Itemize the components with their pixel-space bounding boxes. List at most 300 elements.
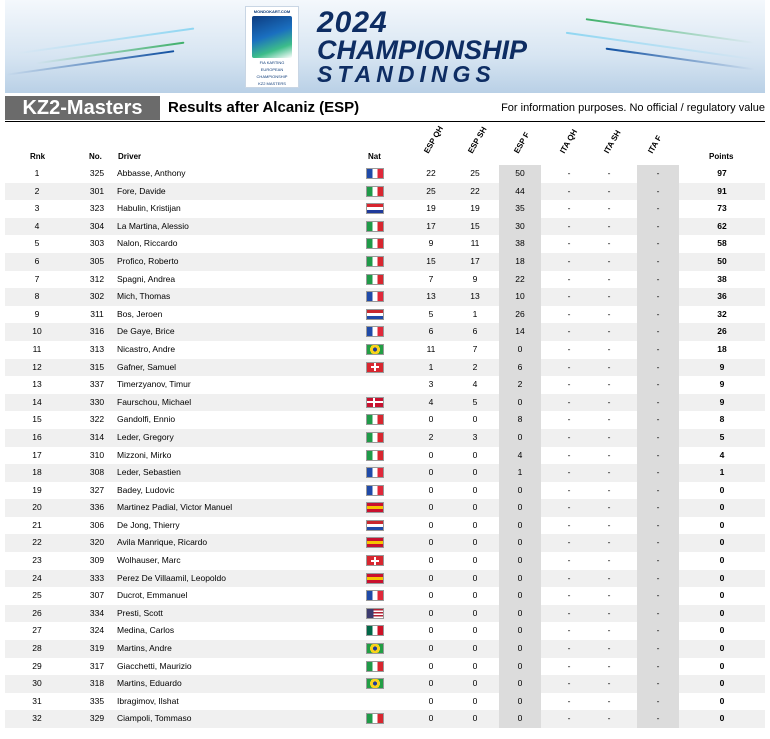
- header-esp-f: ESP F: [512, 130, 532, 155]
- esp-sh-cell: 0: [472, 414, 478, 425]
- ita-sh-cell: -: [607, 220, 611, 231]
- table-row: [5, 253, 765, 271]
- table-row: [5, 622, 765, 640]
- number-cell: 305: [89, 255, 105, 266]
- driver-cell: Profico, Roberto: [117, 255, 179, 266]
- ita-sh-cell: -: [607, 379, 611, 390]
- logo-brand: MONDOKART.COM: [253, 9, 291, 14]
- ita-qh-cell: -: [567, 414, 571, 425]
- header-rank: Rnk: [30, 152, 46, 161]
- ita-f-cell: -: [637, 429, 679, 447]
- ita-f-cell: -: [637, 640, 679, 658]
- ita-qh-cell: -: [567, 713, 571, 724]
- table-row: [5, 288, 765, 306]
- esp-sh-cell: 0: [472, 484, 478, 495]
- nationality-flag-icon: [366, 713, 386, 724]
- points-cell: 0: [719, 607, 725, 618]
- ita-f-cell: -: [637, 570, 679, 588]
- ita-sh-cell: -: [607, 168, 611, 178]
- esp-sh-cell: 15: [470, 220, 480, 231]
- esp-f-cell: 0: [499, 710, 541, 728]
- nationality-flag-icon: [366, 274, 386, 285]
- nationality-flag-icon: [366, 221, 386, 232]
- ita-sh-cell: -: [607, 431, 611, 442]
- ita-qh-cell: -: [567, 484, 571, 495]
- rank-cell: 20: [32, 502, 42, 513]
- esp-qh-cell: 0: [428, 467, 434, 478]
- ita-qh-cell: -: [567, 361, 571, 372]
- number-cell: 303: [89, 238, 105, 249]
- driver-cell: Perez De Villaamil, Leopoldo: [117, 572, 226, 583]
- rank-cell: 21: [32, 519, 42, 530]
- driver-cell: Bos, Jeroen: [117, 308, 163, 319]
- nationality-flag-icon: [366, 432, 386, 443]
- ita-sh-cell: -: [607, 203, 611, 214]
- nationality-flag-icon: [366, 467, 386, 478]
- table-row: [5, 658, 765, 676]
- ita-sh-cell: -: [607, 555, 611, 566]
- table-row: [5, 200, 765, 218]
- ita-f-cell: -: [637, 271, 679, 289]
- nationality-flag-icon: [366, 326, 386, 337]
- table-row: [5, 394, 765, 412]
- esp-qh-cell: 0: [428, 590, 434, 601]
- ita-qh-cell: -: [567, 590, 571, 601]
- points-cell: 32: [717, 308, 727, 319]
- ita-qh-cell: -: [567, 291, 571, 302]
- rank-cell: 27: [32, 625, 42, 636]
- ita-qh-cell: -: [567, 343, 571, 354]
- ita-sh-cell: -: [607, 343, 611, 354]
- table-row: [5, 710, 765, 728]
- ita-f-cell: -: [637, 411, 679, 429]
- category-label: KZ2-Masters: [5, 96, 160, 120]
- ita-f-cell: -: [637, 447, 679, 465]
- banner-year: 2024: [317, 6, 388, 39]
- esp-f-cell: 0: [499, 394, 541, 412]
- driver-cell: Spagni, Andrea: [117, 273, 176, 284]
- number-cell: 336: [89, 502, 105, 513]
- rank-cell: 23: [32, 555, 42, 566]
- points-cell: 0: [719, 643, 725, 654]
- table-row: [5, 218, 765, 236]
- driver-cell: Mizzoni, Mirko: [117, 449, 172, 460]
- ita-qh-cell: -: [567, 185, 571, 196]
- esp-qh-cell: 0: [428, 519, 434, 530]
- ita-qh-cell: -: [567, 238, 571, 249]
- number-cell: 313: [89, 343, 105, 354]
- table-row: [5, 235, 765, 253]
- nationality-flag-icon: [366, 186, 386, 197]
- number-cell: 329: [89, 713, 105, 724]
- esp-qh-cell: 0: [428, 678, 434, 689]
- table-row: [5, 183, 765, 201]
- ita-qh-cell: -: [567, 203, 571, 214]
- esp-f-cell: 26: [499, 306, 541, 324]
- number-cell: 314: [89, 431, 105, 442]
- esp-f-cell: 0: [499, 429, 541, 447]
- esp-qh-cell: 0: [428, 625, 434, 636]
- rank-cell: 28: [32, 643, 42, 654]
- number-cell: 317: [89, 660, 105, 671]
- table-row: [5, 464, 765, 482]
- ita-f-cell: -: [637, 359, 679, 377]
- esp-qh-cell: 0: [428, 572, 434, 583]
- rank-cell: 12: [32, 361, 42, 372]
- ita-sh-cell: -: [607, 449, 611, 460]
- table-row: [5, 570, 765, 588]
- esp-sh-cell: 0: [472, 695, 478, 706]
- ita-f-cell: -: [637, 235, 679, 253]
- ita-qh-cell: -: [567, 625, 571, 636]
- ita-qh-cell: -: [567, 396, 571, 407]
- number-cell: 316: [89, 326, 105, 337]
- ita-qh-cell: -: [567, 431, 571, 442]
- ita-f-cell: -: [637, 306, 679, 324]
- number-cell: 315: [89, 361, 105, 372]
- points-cell: 50: [717, 255, 727, 266]
- rank-cell: 17: [32, 449, 42, 460]
- esp-f-cell: 4: [499, 447, 541, 465]
- ita-sh-cell: -: [607, 572, 611, 583]
- ita-f-cell: -: [637, 165, 679, 183]
- ita-qh-cell: -: [567, 502, 571, 513]
- driver-cell: Mich, Thomas: [117, 291, 171, 302]
- esp-sh-cell: 0: [472, 660, 478, 671]
- number-cell: 318: [89, 678, 105, 689]
- esp-f-cell: 0: [499, 658, 541, 676]
- ita-f-cell: -: [637, 394, 679, 412]
- header-esp-qh: ESP QH: [422, 124, 446, 155]
- logo-art: [252, 16, 292, 58]
- ita-sh-cell: -: [607, 361, 611, 372]
- standings-table: [5, 165, 765, 728]
- esp-sh-cell: 0: [472, 590, 478, 601]
- header-driver: Driver: [118, 152, 142, 161]
- esp-qh-cell: 17: [426, 220, 436, 231]
- nationality-flag-icon: [366, 309, 386, 320]
- ita-f-cell: -: [637, 605, 679, 623]
- ita-sh-cell: -: [607, 467, 611, 478]
- table-row: [5, 552, 765, 570]
- esp-sh-cell: 17: [470, 255, 480, 266]
- table-row: [5, 640, 765, 658]
- rank-cell: 29: [32, 660, 42, 671]
- esp-qh-cell: 11: [426, 343, 436, 354]
- points-cell: 91: [717, 185, 727, 196]
- logo-text-1: FIA KARTING: [259, 60, 285, 65]
- esp-qh-cell: 1: [428, 361, 434, 372]
- ita-qh-cell: -: [567, 220, 571, 231]
- results-title: Results after Alcaniz (ESP): [168, 99, 360, 116]
- esp-sh-cell: 9: [472, 273, 478, 284]
- esp-f-cell: 35: [499, 200, 541, 218]
- points-cell: 0: [719, 502, 725, 513]
- esp-qh-cell: 0: [428, 643, 434, 654]
- esp-f-cell: 0: [499, 552, 541, 570]
- esp-f-cell: 38: [499, 235, 541, 253]
- esp-sh-cell: 4: [472, 379, 478, 390]
- rank-cell: 22: [32, 537, 42, 548]
- driver-cell: Gafner, Samuel: [117, 361, 177, 372]
- esp-sh-cell: 22: [470, 185, 480, 196]
- ita-f-cell: -: [637, 323, 679, 341]
- points-cell: 0: [719, 625, 725, 636]
- number-cell: 324: [89, 625, 105, 636]
- esp-f-cell: 18: [499, 253, 541, 271]
- driver-cell: Wolhauser, Marc: [117, 555, 181, 566]
- table-row: [5, 359, 765, 377]
- championship-logo: [245, 6, 299, 88]
- number-cell: 304: [89, 220, 105, 231]
- ita-sh-cell: -: [607, 255, 611, 266]
- ita-sh-cell: -: [607, 625, 611, 636]
- number-cell: 307: [89, 590, 105, 601]
- points-cell: 26: [717, 326, 727, 337]
- category-bar: [5, 96, 765, 120]
- esp-qh-cell: 0: [428, 607, 434, 618]
- ita-f-cell: -: [637, 710, 679, 728]
- esp-qh-cell: 0: [428, 555, 434, 566]
- nationality-flag-icon: [366, 590, 386, 601]
- driver-cell: Martins, Andre: [117, 643, 172, 654]
- ita-qh-cell: -: [567, 607, 571, 618]
- nationality-flag-icon: [366, 537, 386, 548]
- esp-sh-cell: 0: [472, 625, 478, 636]
- nationality-flag-icon: [366, 502, 386, 513]
- esp-sh-cell: 11: [470, 238, 480, 249]
- ita-qh-cell: -: [567, 678, 571, 689]
- divider: [5, 121, 765, 122]
- nationality-flag-icon: [366, 397, 386, 408]
- esp-sh-cell: 0: [472, 643, 478, 654]
- ita-f-cell: -: [637, 693, 679, 711]
- table-row: [5, 341, 765, 359]
- header-ita-f: ITA F: [646, 133, 664, 155]
- rank-cell: 3: [34, 203, 40, 214]
- points-cell: 73: [717, 203, 727, 214]
- driver-cell: Faurschou, Michael: [117, 396, 192, 407]
- nationality-flag-icon: [366, 678, 386, 689]
- esp-f-cell: 10: [499, 288, 541, 306]
- number-cell: 337: [89, 379, 105, 390]
- esp-qh-cell: 0: [428, 502, 434, 513]
- ita-qh-cell: -: [567, 555, 571, 566]
- driver-cell: Fore, Davide: [117, 185, 166, 196]
- header-ita-sh: ITA SH: [602, 128, 623, 155]
- rank-cell: 8: [34, 291, 40, 302]
- esp-sh-cell: 25: [470, 168, 480, 178]
- esp-qh-cell: 2: [428, 431, 434, 442]
- driver-cell: Habulin, Kristijan: [117, 203, 181, 214]
- rank-cell: 5: [34, 238, 40, 249]
- esp-f-cell: 8: [499, 411, 541, 429]
- header-ita-qh: ITA QH: [558, 127, 580, 155]
- points-cell: 9: [719, 361, 725, 372]
- ita-qh-cell: -: [567, 660, 571, 671]
- rank-cell: 25: [32, 590, 42, 601]
- esp-qh-cell: 0: [428, 713, 434, 724]
- points-cell: 18: [717, 343, 727, 354]
- number-cell: 325: [89, 168, 105, 178]
- rank-cell: 1: [34, 168, 40, 178]
- esp-f-cell: 6: [499, 359, 541, 377]
- esp-f-cell: 0: [499, 482, 541, 500]
- esp-f-cell: 0: [499, 570, 541, 588]
- points-cell: 1: [719, 467, 725, 478]
- esp-sh-cell: 0: [472, 713, 478, 724]
- ita-qh-cell: -: [567, 168, 571, 178]
- ita-f-cell: -: [637, 587, 679, 605]
- driver-cell: Abbasse, Anthony: [117, 168, 186, 178]
- driver-cell: Medina, Carlos: [117, 625, 175, 636]
- driver-cell: Giacchetti, Maurizio: [117, 660, 192, 671]
- driver-cell: Nicastro, Andre: [117, 343, 176, 354]
- rank-cell: 16: [32, 431, 42, 442]
- nationality-flag-icon: [366, 168, 386, 179]
- number-cell: 312: [89, 273, 105, 284]
- ita-f-cell: -: [637, 517, 679, 535]
- ita-sh-cell: -: [607, 643, 611, 654]
- ita-f-cell: -: [637, 482, 679, 500]
- logo-text-2: EUROPEAN: [260, 67, 284, 72]
- ita-f-cell: -: [637, 341, 679, 359]
- number-cell: 330: [89, 396, 105, 407]
- ita-sh-cell: -: [607, 519, 611, 530]
- esp-f-cell: 2: [499, 376, 541, 394]
- driver-cell: Ibragimov, Ilshat: [117, 695, 179, 706]
- driver-cell: Ducrot, Emmanuel: [117, 590, 188, 601]
- nationality-flag-icon: [366, 238, 386, 249]
- ita-f-cell: -: [637, 218, 679, 236]
- table-row: [5, 411, 765, 429]
- ita-sh-cell: -: [607, 678, 611, 689]
- driver-cell: Gandolfi, Ennio: [117, 414, 176, 425]
- ita-f-cell: -: [637, 253, 679, 271]
- esp-sh-cell: 13: [470, 291, 480, 302]
- rank-cell: 15: [32, 414, 42, 425]
- nationality-flag-icon: [366, 661, 386, 672]
- rank-cell: 9: [34, 308, 40, 319]
- esp-sh-cell: 0: [472, 467, 478, 478]
- driver-cell: Leder, Sebastien: [117, 467, 181, 478]
- points-cell: 97: [717, 168, 727, 178]
- ita-sh-cell: -: [607, 484, 611, 495]
- number-cell: 311: [90, 308, 104, 319]
- banner-title: CHAMPIONSHIP: [317, 35, 528, 65]
- points-cell: 58: [717, 238, 727, 249]
- esp-sh-cell: 6: [472, 326, 478, 337]
- info-note: For information purposes. No official / regulatory value: [501, 102, 765, 114]
- ita-f-cell: -: [637, 552, 679, 570]
- header-no: No.: [89, 152, 102, 161]
- nationality-flag-icon: [366, 291, 386, 302]
- rank-cell: 32: [32, 713, 42, 724]
- nationality-flag-icon: [366, 256, 386, 267]
- driver-cell: De Gaye, Brice: [117, 326, 175, 337]
- ita-sh-cell: -: [607, 502, 611, 513]
- esp-qh-cell: 19: [426, 203, 436, 214]
- esp-qh-cell: 25: [426, 185, 436, 196]
- table-row: [5, 165, 765, 183]
- ita-qh-cell: -: [567, 643, 571, 654]
- esp-f-cell: 0: [499, 605, 541, 623]
- ita-sh-cell: -: [607, 607, 611, 618]
- ita-qh-cell: -: [567, 255, 571, 266]
- number-cell: 327: [89, 484, 105, 495]
- esp-qh-cell: 7: [428, 273, 434, 284]
- esp-f-cell: 0: [499, 675, 541, 693]
- esp-qh-cell: 0: [428, 484, 434, 495]
- ita-f-cell: -: [637, 183, 679, 201]
- rank-cell: 26: [32, 607, 42, 618]
- ita-sh-cell: -: [607, 537, 611, 548]
- nationality-flag-icon: [366, 573, 386, 584]
- esp-qh-cell: 0: [428, 660, 434, 671]
- number-cell: 310: [89, 449, 105, 460]
- rank-cell: 2: [34, 185, 40, 196]
- esp-sh-cell: 0: [472, 572, 478, 583]
- esp-f-cell: 0: [499, 499, 541, 517]
- esp-f-cell: 0: [499, 587, 541, 605]
- driver-cell: Presti, Scott: [117, 607, 163, 618]
- rank-cell: 6: [34, 255, 40, 266]
- points-cell: 4: [719, 449, 725, 460]
- ita-f-cell: -: [637, 675, 679, 693]
- points-cell: 38: [717, 273, 727, 284]
- nationality-flag-icon: [366, 344, 386, 355]
- number-cell: 333: [89, 572, 105, 583]
- points-cell: 0: [719, 519, 725, 530]
- esp-qh-cell: 3: [428, 379, 434, 390]
- table-row: [5, 693, 765, 711]
- rank-cell: 14: [32, 396, 42, 407]
- table-row: [5, 482, 765, 500]
- esp-sh-cell: 5: [472, 396, 478, 407]
- rank-cell: 18: [32, 467, 42, 478]
- table-row: [5, 499, 765, 517]
- logo-text-3: CHAMPIONSHIP: [256, 74, 288, 79]
- ita-qh-cell: -: [567, 326, 571, 337]
- number-cell: 301: [89, 185, 105, 196]
- esp-sh-cell: 7: [472, 343, 478, 354]
- ita-qh-cell: -: [567, 273, 571, 284]
- driver-cell: Timerzyanov, Timur: [117, 379, 191, 390]
- rank-cell: 10: [32, 326, 42, 337]
- table-row: [5, 447, 765, 465]
- esp-f-cell: 1: [499, 464, 541, 482]
- points-cell: 9: [719, 396, 725, 407]
- nationality-flag-icon: [366, 520, 386, 531]
- esp-qh-cell: 4: [428, 396, 434, 407]
- table-row: [5, 675, 765, 693]
- ita-sh-cell: -: [607, 695, 611, 706]
- table-row: [5, 534, 765, 552]
- esp-f-cell: 0: [499, 534, 541, 552]
- nationality-flag-icon: [366, 643, 386, 654]
- ita-f-cell: -: [637, 658, 679, 676]
- ita-sh-cell: -: [607, 185, 611, 196]
- table-row: [5, 271, 765, 289]
- esp-qh-cell: 0: [428, 414, 434, 425]
- esp-sh-cell: 0: [472, 449, 478, 460]
- points-cell: 0: [719, 695, 725, 706]
- number-cell: 319: [89, 643, 105, 654]
- ita-f-cell: -: [637, 288, 679, 306]
- number-cell: 302: [89, 291, 105, 302]
- number-cell: 334: [89, 607, 105, 618]
- logo-text-4: KZ2 MASTERS: [258, 81, 286, 86]
